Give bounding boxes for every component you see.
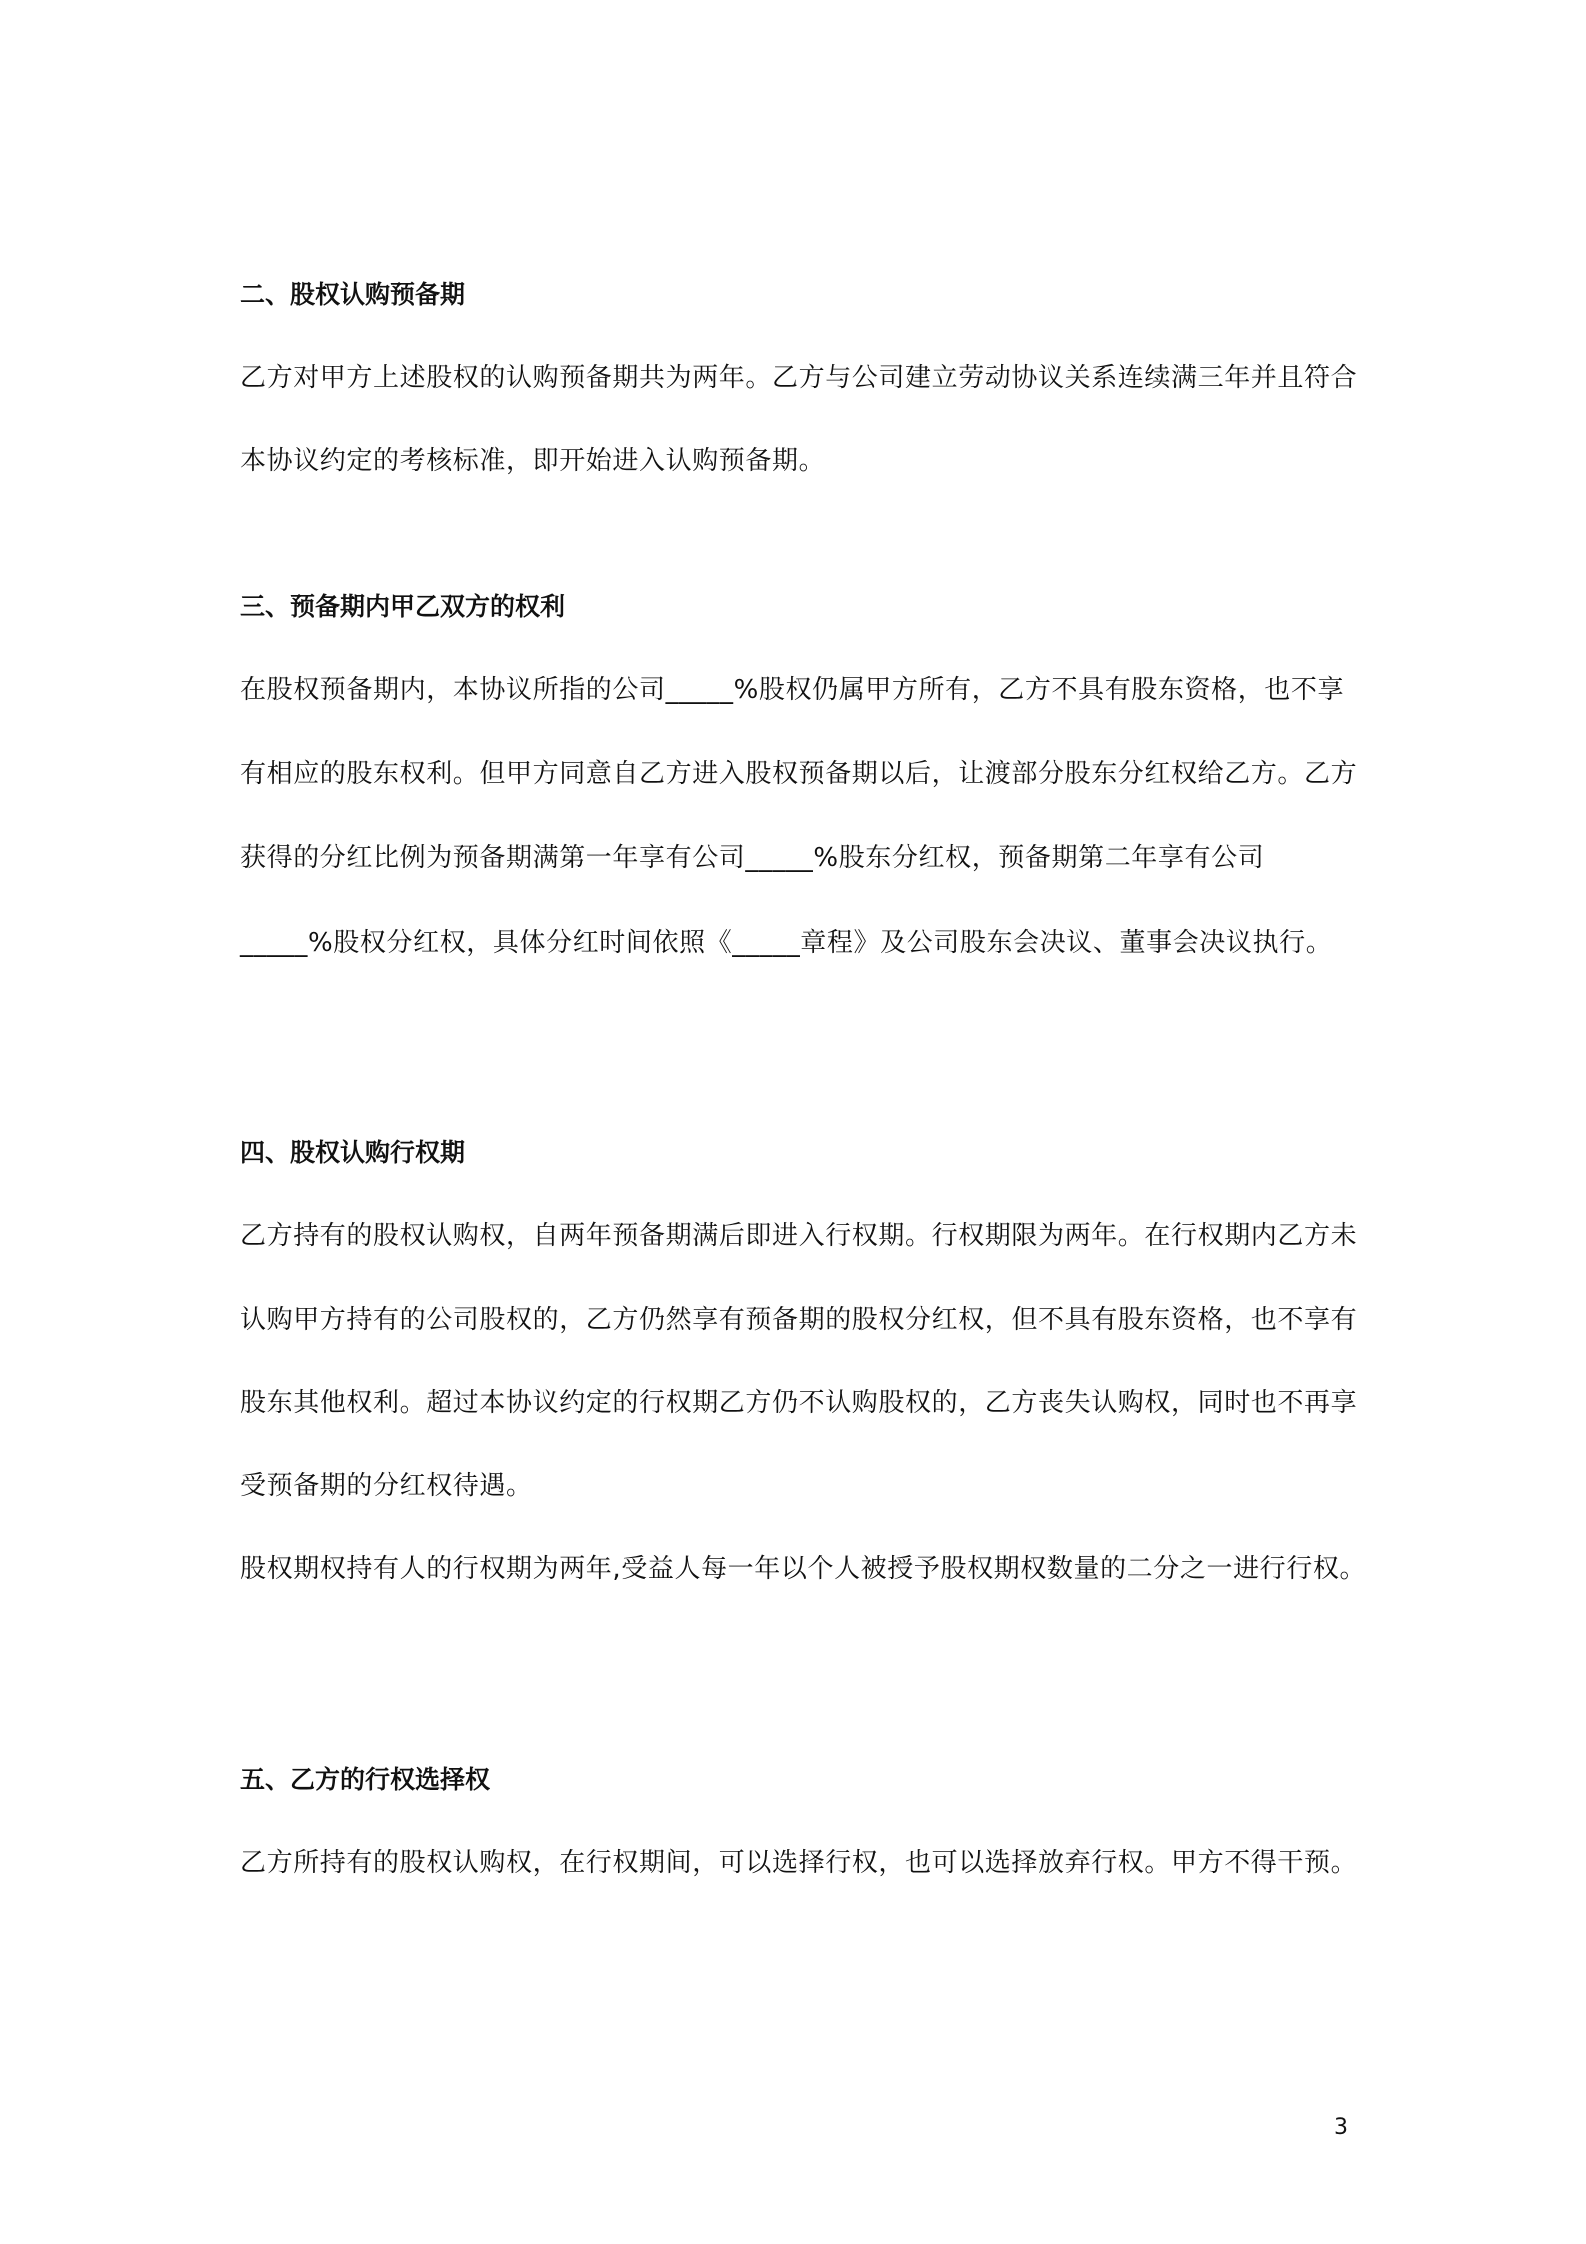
- section-heading-4: 四、股权认购行权期: [240, 1138, 466, 1167]
- section-heading-5: 五、乙方的行权选择权: [240, 1765, 491, 1794]
- paragraph-line: 乙方对甲方上述股权的认购预备期共为两年。乙方与公司建立劳动协议关系连续满三年并且符合: [240, 363, 1358, 393]
- paragraph-line: 有相应的股东权利。但甲方同意自乙方进入股权预备期以后，让渡部分股东分红权给乙方。乙方: [240, 759, 1358, 789]
- paragraph-line: 乙方所持有的股权认购权，在行权期间，可以选择行权，也可以选择放弃行权。甲方不得干预。: [240, 1848, 1358, 1878]
- paragraph-line: 在股权预备期内，本协议所指的公司_____%股权仍属甲方所有，乙方不具有股东资格，也不享: [240, 675, 1345, 705]
- paragraph-line: 获得的分红比例为预备期满第一年享有公司_____%股东分红权，预备期第二年享有公司: [240, 843, 1265, 873]
- paragraph-line: _____%股权分红权，具体分红时间依照《_____章程》及公司股东会决议、董事会决议执行。: [240, 928, 1333, 958]
- section-heading-2: 二、股权认购预备期: [240, 280, 466, 309]
- paragraph-line: 受预备期的分红权待遇。: [240, 1471, 533, 1501]
- paragraph-line: 股权期权持有人的行权期为两年,受益人每一年以个人被授予股权期权数量的二分之一进行行权。: [240, 1554, 1367, 1584]
- paragraph-line: 股东其他权利。超过本协议约定的行权期乙方仍不认购股权的，乙方丧失认购权，同时也不再享: [240, 1388, 1358, 1418]
- paragraph-line: 乙方持有的股权认购权，自两年预备期满后即进入行权期。行权期限为两年。在行权期内乙方未: [240, 1221, 1358, 1251]
- paragraph-line: 认购甲方持有的公司股权的，乙方仍然享有预备期的股权分红权，但不具有股东资格，也不享有: [240, 1305, 1358, 1335]
- paragraph-line: 本协议约定的考核标准，即开始进入认购预备期。: [240, 446, 826, 476]
- page-number: 3: [1334, 2115, 1348, 2140]
- section-heading-3: 三、预备期内甲乙双方的权利: [240, 592, 566, 621]
